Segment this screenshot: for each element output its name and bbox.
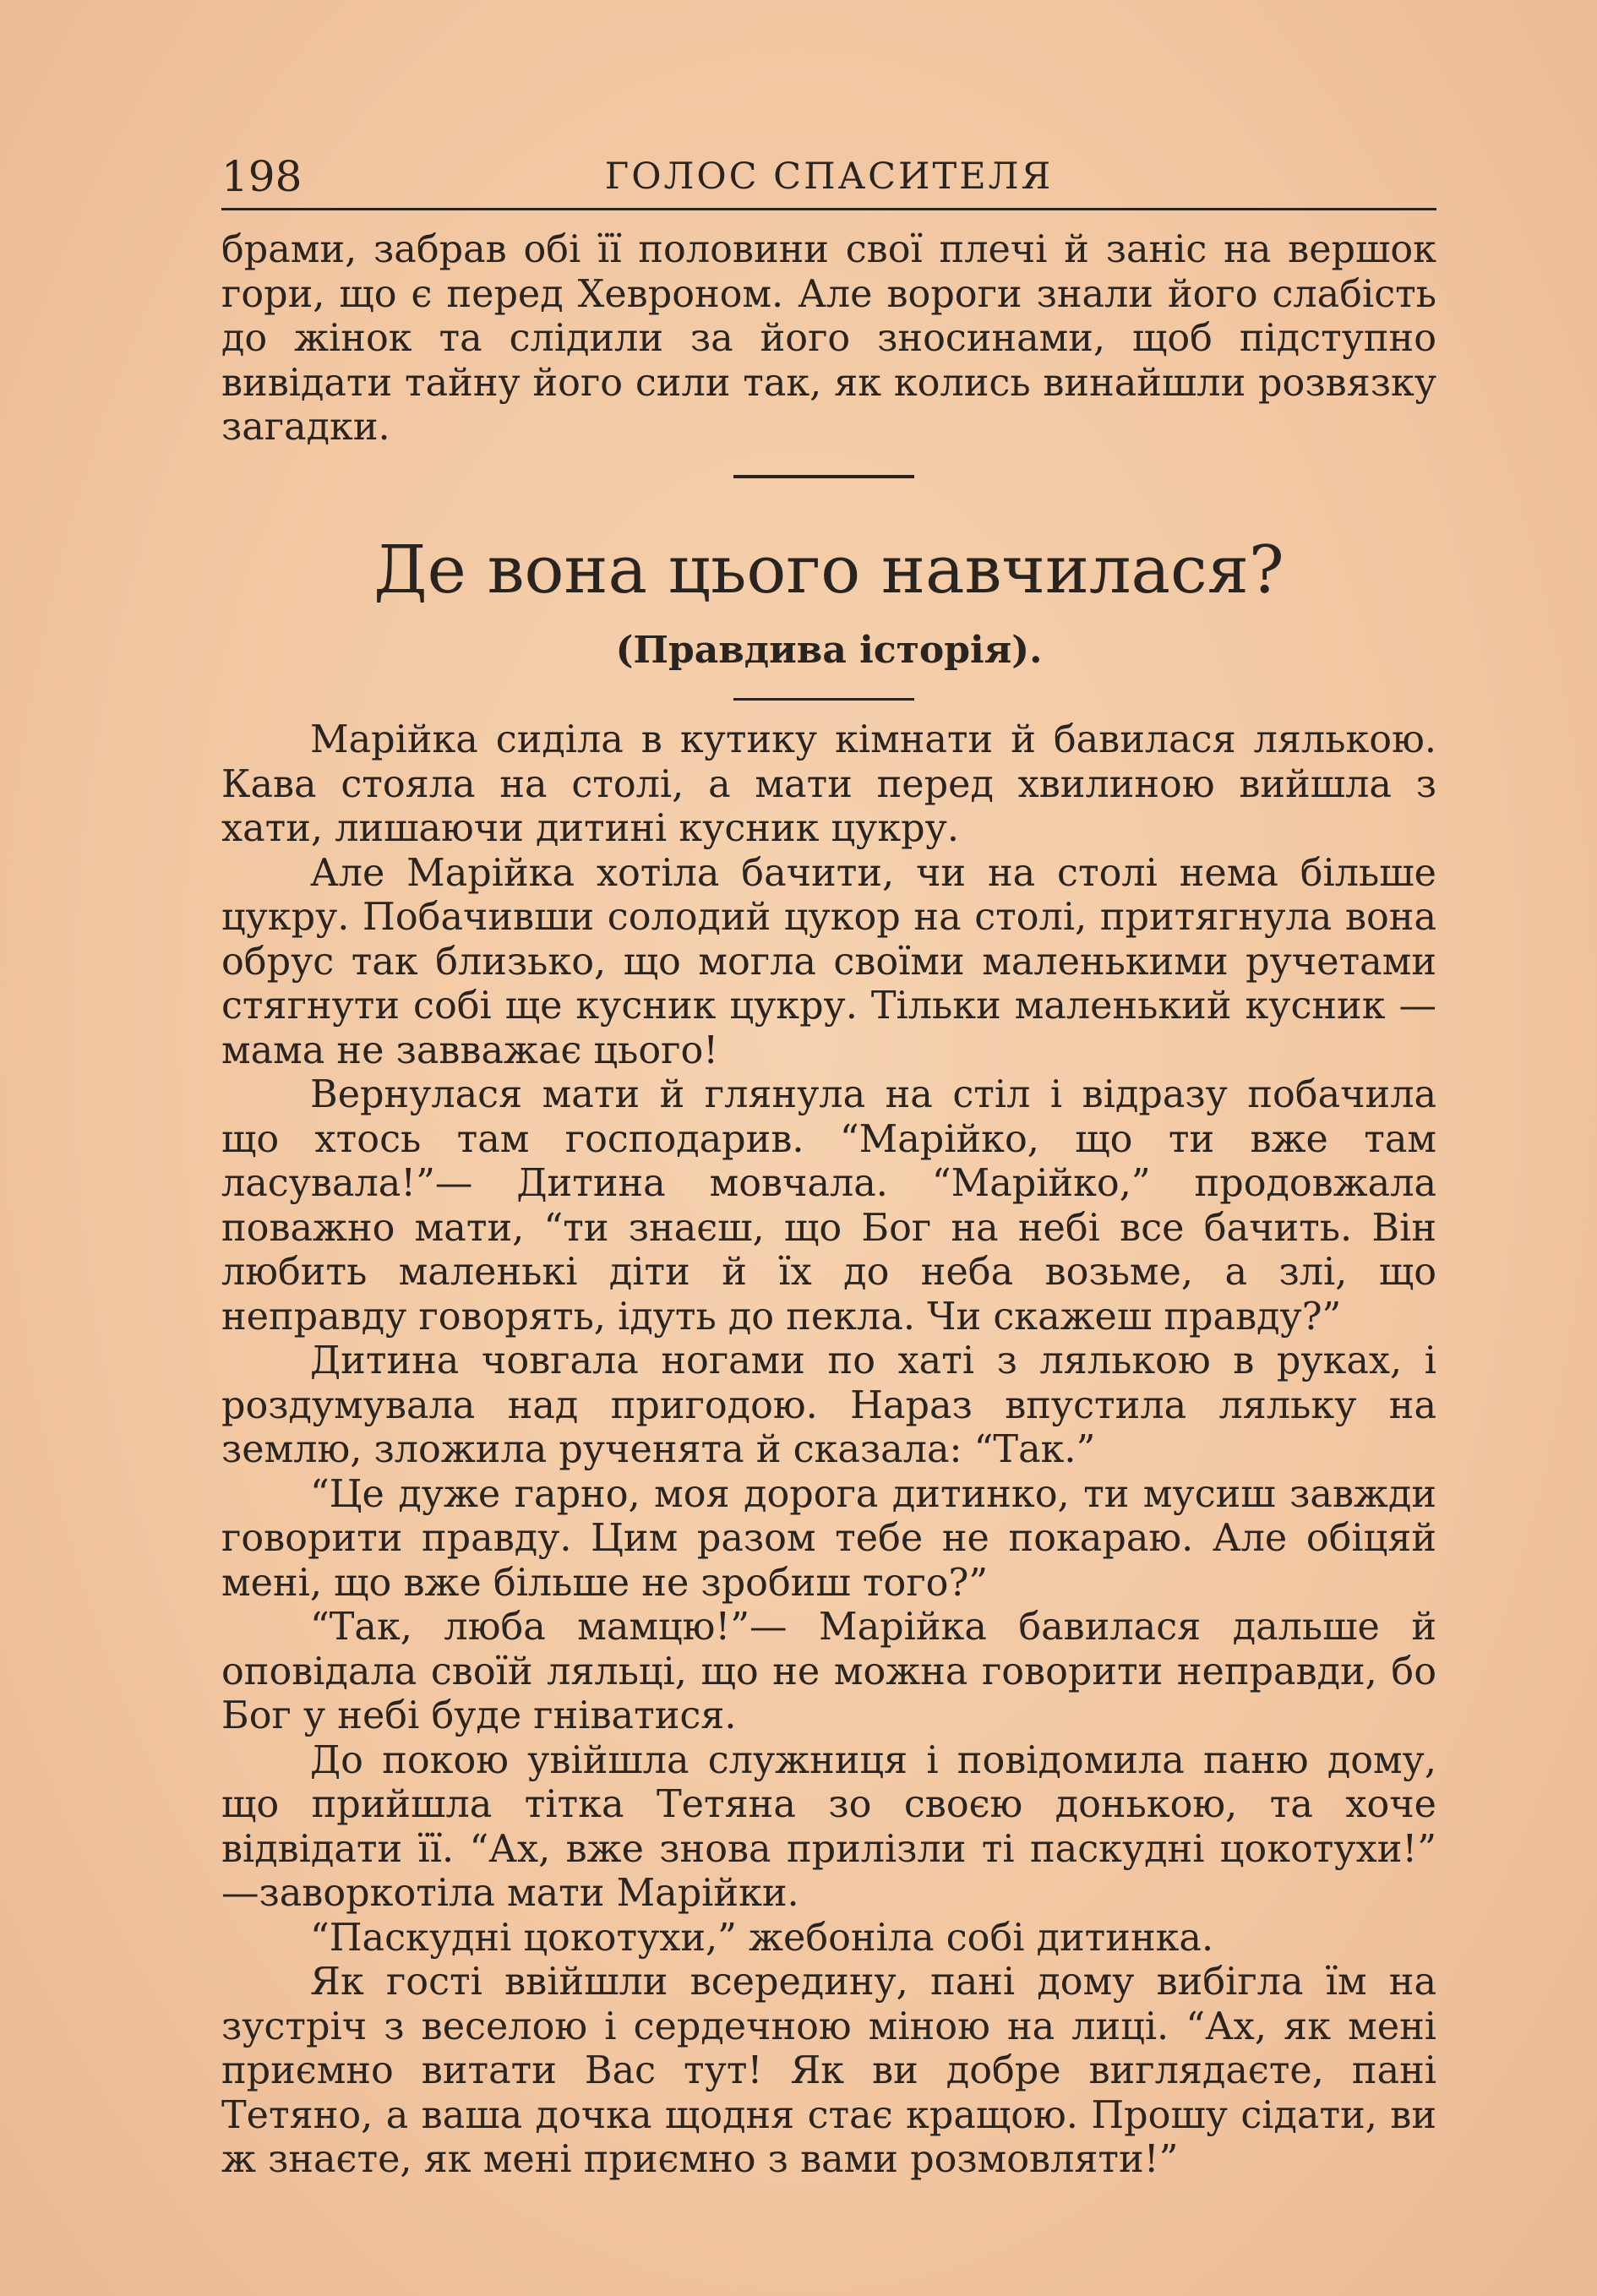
section-divider [733, 475, 914, 478]
title-divider [733, 698, 914, 701]
article-title: Де вона цього навчилася? [373, 532, 1284, 608]
paragraph: Але Марійка хотіла бачити, чи на столі нема більше цукру. Побачивши солодий цукор на столі, притягнула вона обрус так близько, що могла своїми маленькими ручетами стягнути собі ще кусник цукру. Тільки маленький кусник —мама не завважає цього! [221, 851, 1436, 1072]
paragraph: Вернулася мати й глянула на стіл і відразу побачила що хтось там господарив. “Марійко, що ти вже там ласувала!”— Дитина мовчала. “Марійко,” продовжала поважно мати, “ти знаєш, що Бог на небі все бачить. Він любить маленькі діти й їх до неба возьме, а злі, що неправду говорять, ідуть до пекла. Чи скажеш правду?” [221, 1073, 1436, 1339]
intro-paragraph: брами, забрав обі її половини свої плечі й заніс на вершок гори, що є перед Хевроном. Але вороги знали його слабість до жінок та слідили за його зносинами, щоб підступно вивідати тайну його сили так, як колись винайшли розвязку загадки. [221, 228, 1436, 449]
paragraph: Марійка сиділа в кутику кімнати й бавилася лялькою. Кава стояла на столі, а мати перед хвилиною вийшла з хати, лишаючи дитині кусник цукру. [221, 718, 1436, 850]
page-header [221, 150, 1436, 218]
article-body [221, 718, 1436, 2183]
paragraph: “Це дуже гарно, моя дорога дитинко, ти мусиш завжди говорити правду. Цим разом тебе не покараю. Але обіцяй мені, що вже більше не зробиш того?” [221, 1472, 1436, 1605]
paragraph: “Паскудні цокотухи,” жебоніла собі дитинка. [310, 1916, 1214, 1960]
intro-text [221, 228, 1436, 450]
paragraph: До покою увійшла служниця і повідомила паню дому, що прийшла тітка Тетяна зо своєю донькою, та хоче відвідати її. “Ах, вже знова прилізли ті паскудні цокотухи!” —заворкотіла мати Марійки. [221, 1738, 1436, 1915]
paragraph: Дитина човгала ногами по хаті з лялькою в руках, і роздумувала над пригодою. Нараз впустила ляльку на землю, зложила рученята й сказала: “Так.” [221, 1339, 1436, 1471]
paragraph: “Так, люба мамцю!”— Марійка бавилася дальше й оповідала своїй ляльці, що не можна говорити неправди, бо Бог у небі буде гніватися. [221, 1606, 1436, 1737]
article-subtitle: (Правдива історія). [615, 629, 1043, 672]
running-title: ГОЛОС СПАСИТЕЛЯ [604, 155, 1054, 198]
paragraph: Як гості ввійшли всередину, пані дому вибігла їм на зустріч з веселою і сердечною міною на лиці. “Ах, як мені приємно витати Вас тут! Як ви добре виглядаєте, пані Тетяно, а ваша дочка щодня стає кращою. Прошу сідати, ви ж знаєте, як мені приємно з вами розмовляти!” [221, 1961, 1436, 2181]
header-rule [221, 208, 1436, 210]
page-number: 198 [221, 152, 303, 201]
